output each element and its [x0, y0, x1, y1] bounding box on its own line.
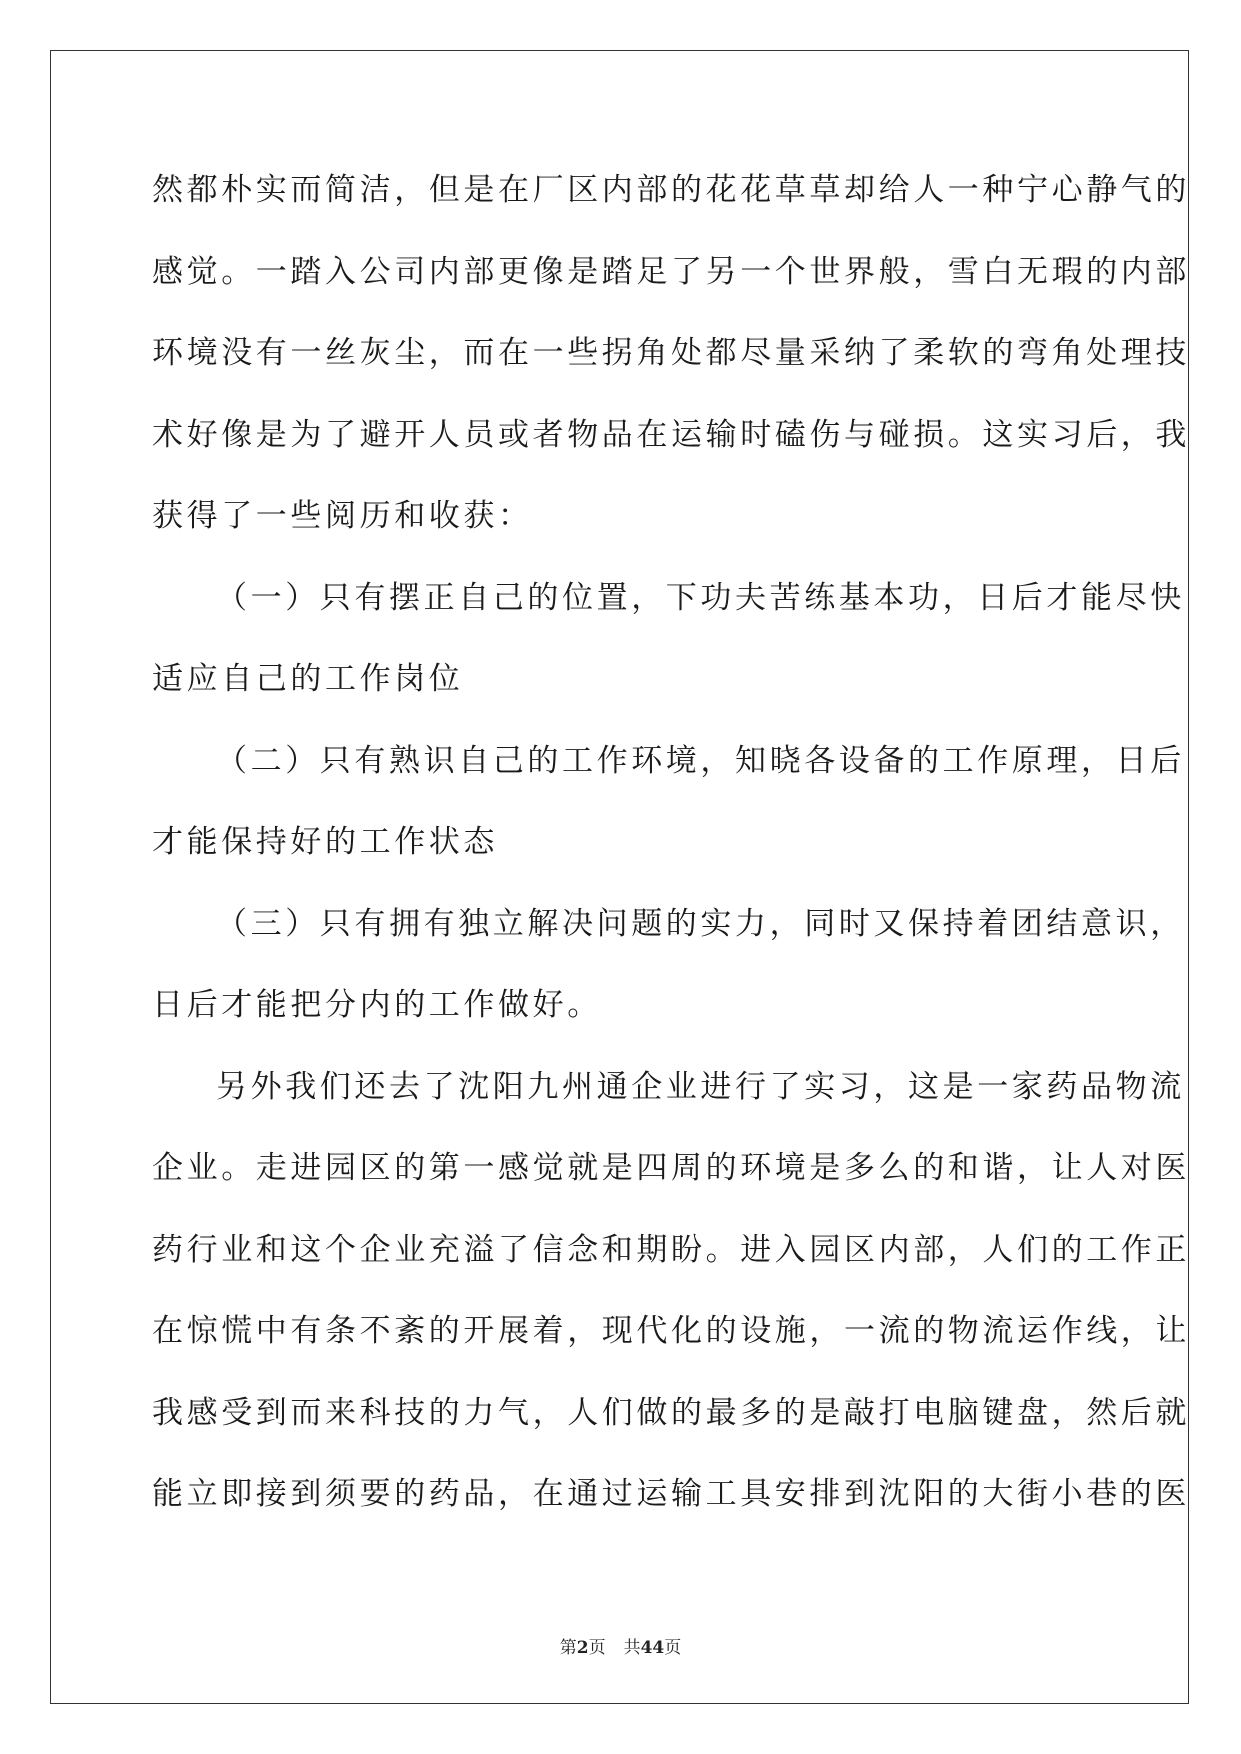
footer-page-number: 2 [576, 1638, 589, 1658]
text-line: 药行业和这个企业充溢了信念和期盼。进入园区内部，人们的工作正 [152, 1231, 1190, 1268]
text-line: （一）只有摆正自己的位置，下功夫苦练基本功，日后才能尽快 [216, 579, 1185, 616]
text-line: 在惊慌中有条不紊的开展着，现代化的设施，一流的物流运作线，让 [152, 1313, 1190, 1349]
text-line: 才能保持好的工作状态 [152, 824, 498, 860]
footer-total-prefix: 共 [623, 1638, 641, 1658]
text-line: 获得了一些阅历和收获： [152, 498, 533, 534]
footer-total-suffix: 页 [664, 1638, 682, 1658]
text-line: （三）只有拥有独立解决问题的实力，同时又保持着团结意识， [216, 905, 1185, 942]
text-line: 适应自己的工作岗位 [152, 661, 464, 697]
text-line: 环境没有一丝灰尘，而在一些拐角处都尽量采纳了柔软的弯角处理技 [152, 335, 1190, 371]
text-line: 我感受到而来科技的力气，人们做的最多的是敲打电脑键盘，然后就 [152, 1394, 1190, 1431]
footer-page-prefix: 第 [559, 1638, 577, 1658]
text-line: 术好像是为了避开人员或者物品在运输时磕伤与碰损。这实习后，我 [152, 416, 1190, 453]
text-line: 日后才能把分内的工作做好。 [152, 987, 602, 1023]
text-line: （二）只有熟识自己的工作环境，知晓各设备的工作原理，日后 [216, 742, 1185, 779]
text-line: 另外我们还去了沈阳九州通企业进行了实习，这是一家药品物流 [216, 1068, 1185, 1105]
footer-total-pages: 44 [640, 1638, 665, 1658]
text-line: 企业。走进园区的第一感觉就是四周的环境是多么的和谐，让人对医 [152, 1150, 1190, 1186]
footer-page-suffix: 页 [588, 1638, 606, 1658]
document-body [152, 160, 1190, 1546]
page-footer [0, 1633, 1241, 1658]
text-line: 感觉。一踏入公司内部更像是踏足了另一个世界般，雪白无瑕的内部 [152, 253, 1190, 290]
text-line: 然都朴实而简洁，但是在厂区内部的花花草草却给人一种宁心静气的 [152, 172, 1190, 208]
text-line: 能立即接到须要的药品，在通过运输工具安排到沈阳的大街小巷的医 [152, 1476, 1190, 1512]
